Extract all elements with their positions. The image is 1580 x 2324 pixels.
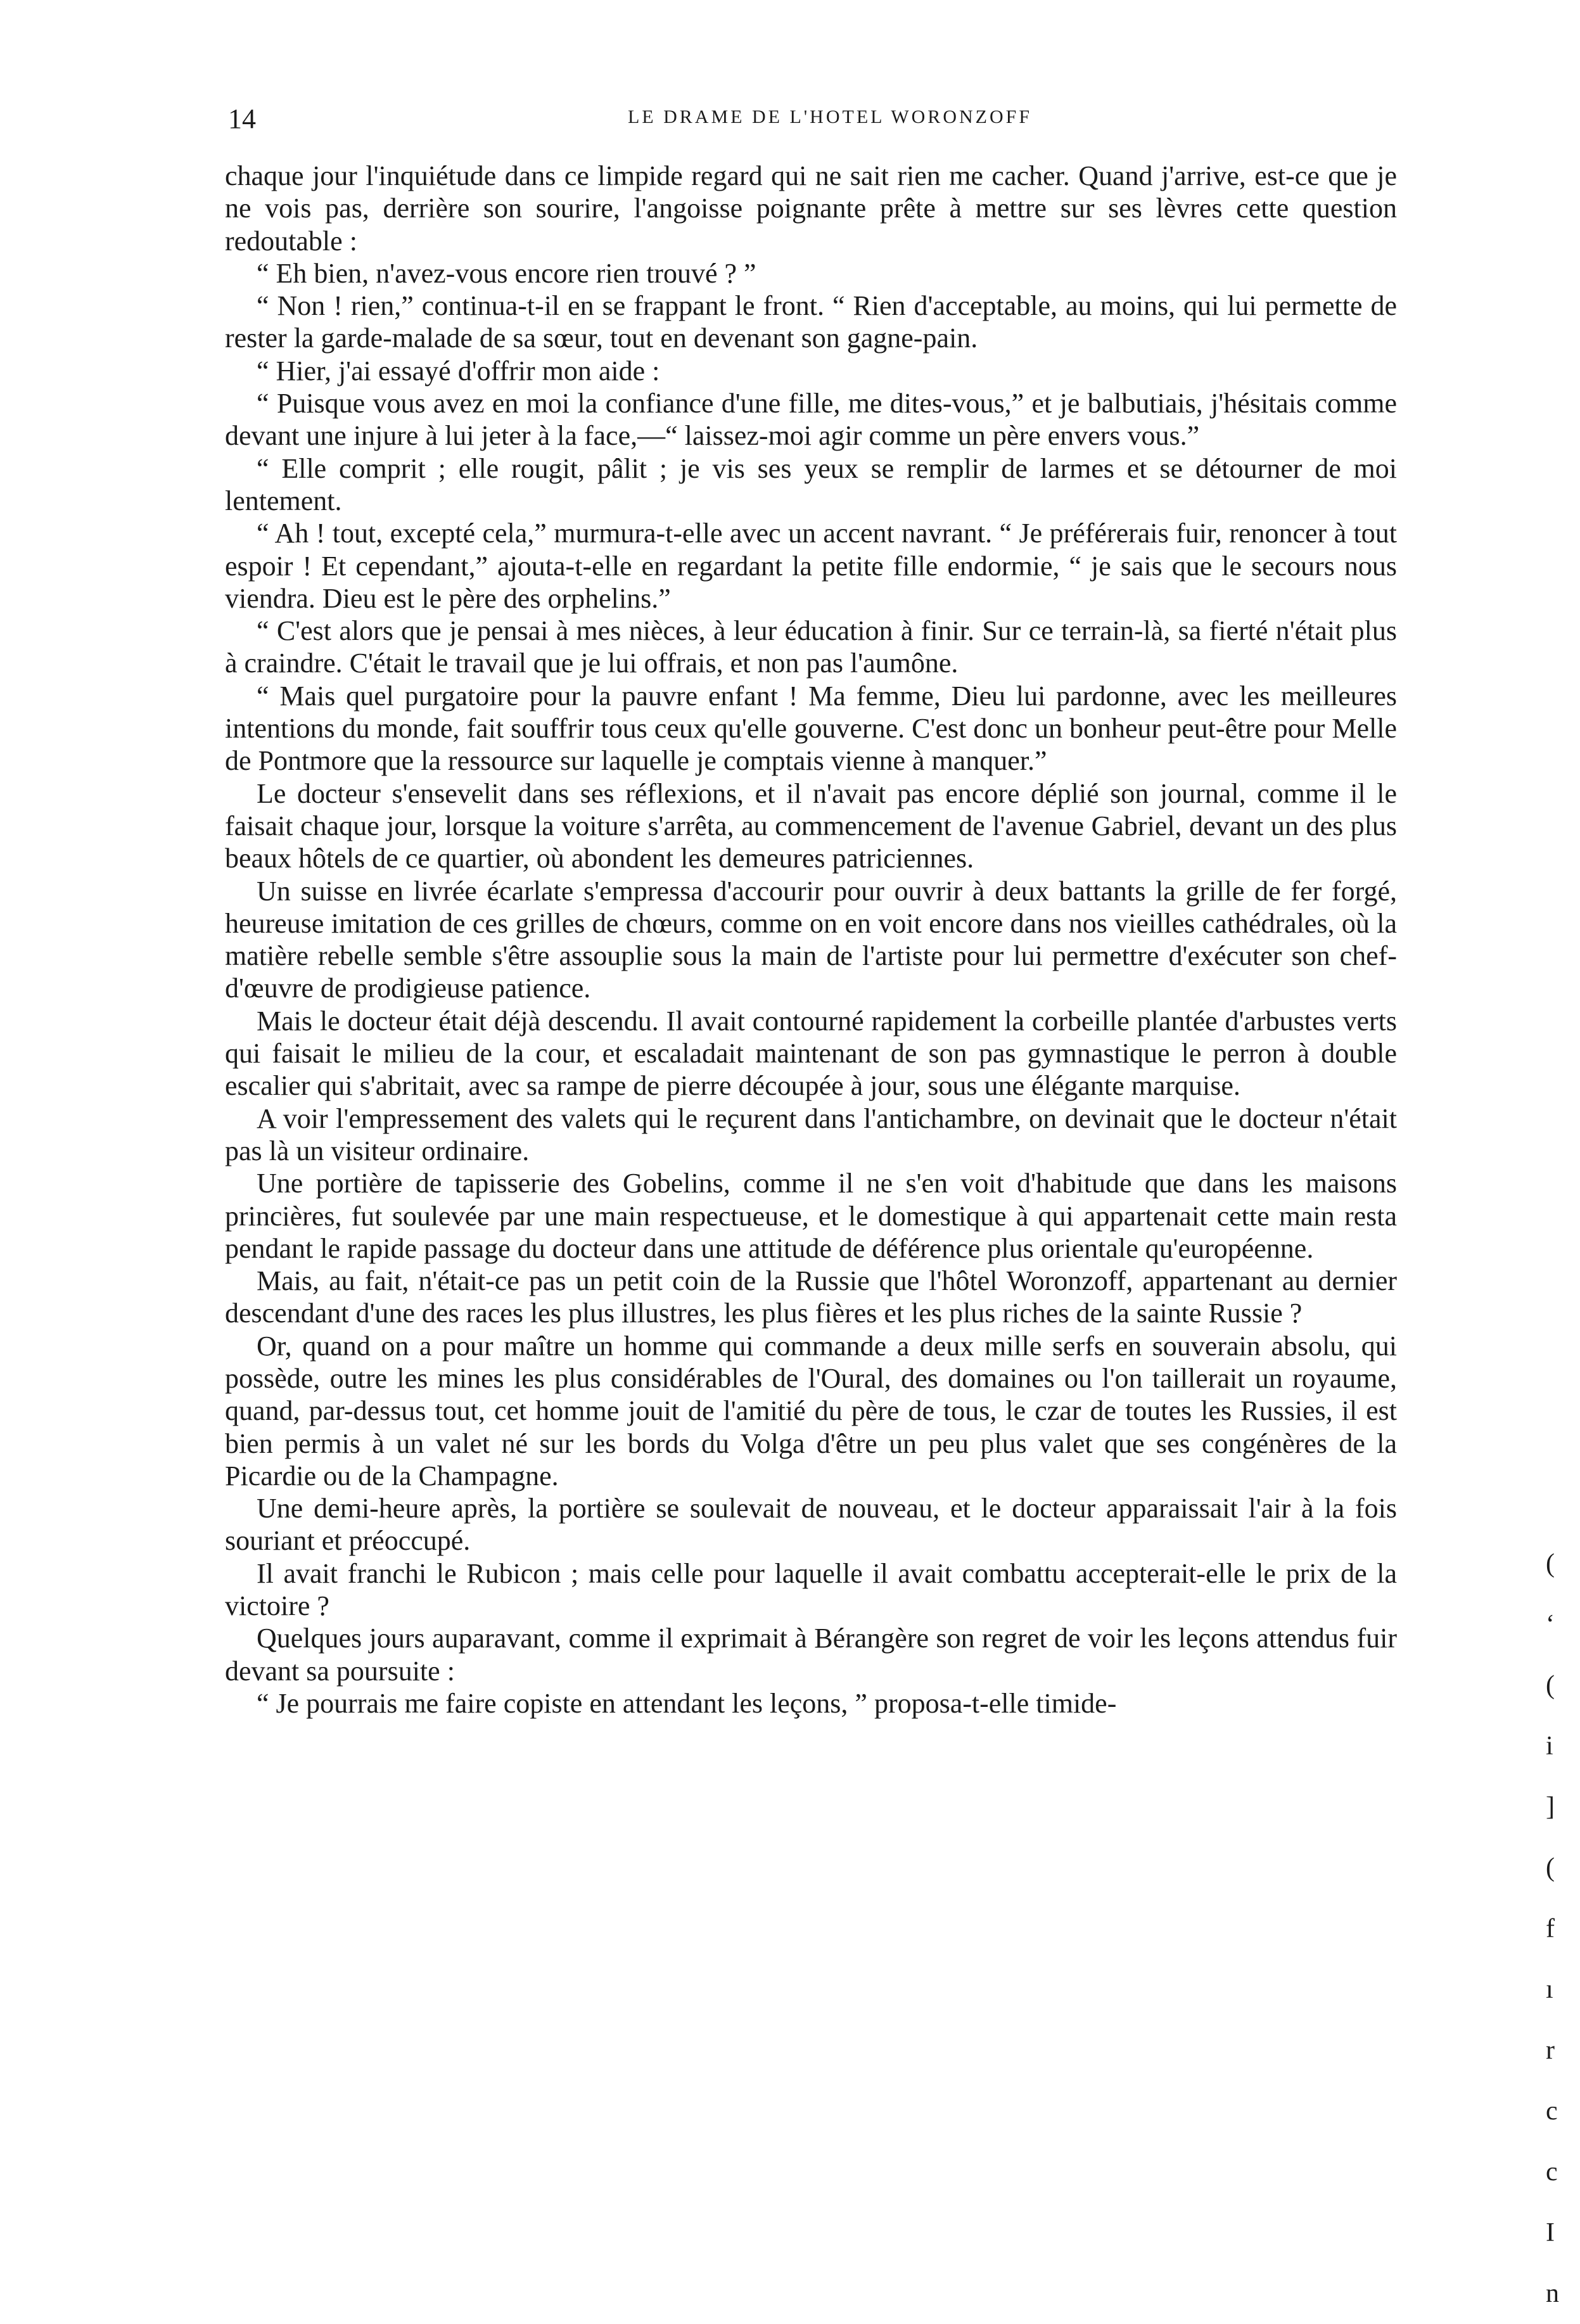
paragraph: “ Non ! rien,” continua-t-il en se frappant le front. “ Rien d'acceptable, au moins, qui lui permette de rester la garde-malade de sa sœur, tout en devenant son gagne-pain. [225,290,1397,354]
paragraph: Il avait franchi le Rubicon ; mais celle pour laquelle il avait combattu accepterait-elle le prix de la victoire ? [225,1557,1397,1622]
margin-fragment: ( [1546,1671,1555,1700]
page-number: 14 [228,103,256,134]
paragraph: “ C'est alors que je pensai à mes nièces, à leur éducation à finir. Sur ce terrain-là, sa fierté n'était plus à craindre. C'était le travail que je lui offrais, et non pas l'aumône. [225,615,1397,679]
page-header [228,103,1432,147]
margin-fragment: c [1546,2097,1558,2126]
paragraph: Mais, au fait, n'était-ce pas un petit coin de la Russie que l'hôtel Woronzoff, appartenant au dernier descendant d'une des races les plus illustres, les plus fières et les plus riches de la sainte Russie ? [225,1265,1397,1329]
paragraph: “ Ah ! tout, excepté cela,” murmura-t-elle avec un accent navrant. “ Je préférerais fuir, renoncer à tout espoir ! Et cependant,” ajouta-t-elle en regardant la petite fille endormie, “ je sais que le secours nous viendra. Dieu est le père des orphelins.” [225,518,1397,614]
paragraph: chaque jour l'inquiétude dans ce limpide regard qui ne sait rien me cacher. Quand j'arrive, est-ce que je ne vois pas, derrière son sourire, l'angoisse poignante prête à mettre sur ses lèvres cette question redoutable : [225,160,1397,257]
margin-fragment: ‘ [1546,1610,1555,1639]
paragraph: “ Hier, j'ai essayé d'offrir mon aide : [257,355,660,386]
margin-fragment: r [1546,2036,1555,2065]
paragraph: Un suisse en livrée écarlate s'empressa d'accourir pour ouvrir à deux battants la grille de fer forgé, heureuse imitation de ces grilles de chœurs, comme on en voit encore dans nos vieilles cathédrales, où la matière rebelle semble s'être assouplie sous la main de l'artiste pour lui permettre d'exécuter son chef-d'œuvre de prodigieuse patience. [225,875,1397,1004]
margin-fragment: f [1546,1914,1555,1943]
paragraph: Une demi-heure après, la portière se soulevait de nouveau, et le docteur apparaissait l'air à la fois souriant et préoccupé. [225,1493,1397,1557]
margin-fragment: ( [1546,1549,1555,1578]
body-text [225,160,1397,1720]
paragraph: Quelques jours auparavant, comme il exprimait à Bérangère son regret de voir les leçons attendus fuir devant sa poursuite : [225,1623,1397,1687]
margin-fragment: I [1546,2218,1555,2247]
paragraph: “ Elle comprit ; elle rougit, pâlit ; je vis ses yeux se remplir de larmes et se détourner de moi lentement. [225,452,1397,516]
paragraph: Le docteur s'ensevelit dans ses réflexions, et il n'avait pas encore déplié son journal, comme il le faisait chaque jour, lorsque la voiture s'arrêta, au commencement de l'avenue Gabriel, devant un des plus beaux hôtels de ce quartier, où abondent les demeures patriciennes. [225,777,1397,874]
paragraph: “ Je pourrais me faire copiste en attendant les leçons, ” proposa-t-elle timide- [257,1687,1117,1719]
margin-fragment: ( [1546,1853,1555,1882]
running-head: LE DRAME DE L'HOTEL WORONZOFF [627,106,1033,127]
margin-fragment: ı [1546,1975,1553,2004]
paragraph: Mais le docteur était déjà descendu. Il avait contourné rapidement la corbeille plantée d'arbustes verts qui faisait le milieu de la cour, et escaladait maintenant de son pas gymnastique le perron à double escalier qui s'abritait, avec sa rampe de pierre découpée à jour, sous une élégante marquise. [225,1005,1397,1102]
margin-fragment: ] [1546,1792,1555,1822]
margin-fragment: i [1546,1732,1553,1761]
paragraph: Or, quand on a pour maître un homme qui commande a deux mille serfs en souverain absolu, qui possède, outre les mines les plus considérables de l'Oural, des domaines ou l'on taillerait un royaume, quand, par-dessus tout, cet homme jouit de l'amitié du père de tous, le czar de toutes les Russies, il est bien permis à un valet né sur les bords du Volga d'être un peu plus valet que ses congénères de la Picardie ou de la Champagne. [225,1330,1397,1491]
paragraph: “ Puisque vous avez en moi la confiance d'une fille, me dites-vous,” et je balbutiais, j'hésitais comme devant une injure à lui jeter à la face,—“ laissez-moi agir comme un père envers vous.” [225,388,1397,452]
paragraph: A voir l'empressement des valets qui le reçurent dans l'antichambre, on devinait que le docteur n'était pas là un visiteur ordinaire. [225,1102,1397,1166]
facing-page-margin [1546,1533,1571,2324]
margin-fragment: n [1546,2279,1559,2308]
paragraph: “ Mais quel purgatoire pour la pauvre enfant ! Ma femme, Dieu lui pardonne, avec les meilleures intentions du monde, fait souffrir tous ceux qu'elle gouverne. C'est donc un bonheur peut-être pour Melle de Pontmore que la ressource sur laquelle je comptais vienne à manquer.” [225,680,1397,777]
paragraph: “ Eh bien, n'avez-vous encore rien trouvé ? ” [257,257,756,289]
margin-fragment: c [1546,2157,1558,2187]
paragraph: Une portière de tapisserie des Gobelins, comme il ne s'en voit d'habitude que dans les maisons princières, fut soulevée par une main respectueuse, et le domestique à qui appartenait cette main resta pendant le rapide passage du docteur dans une attitude de déférence plus orientale qu'européenne. [225,1168,1397,1264]
